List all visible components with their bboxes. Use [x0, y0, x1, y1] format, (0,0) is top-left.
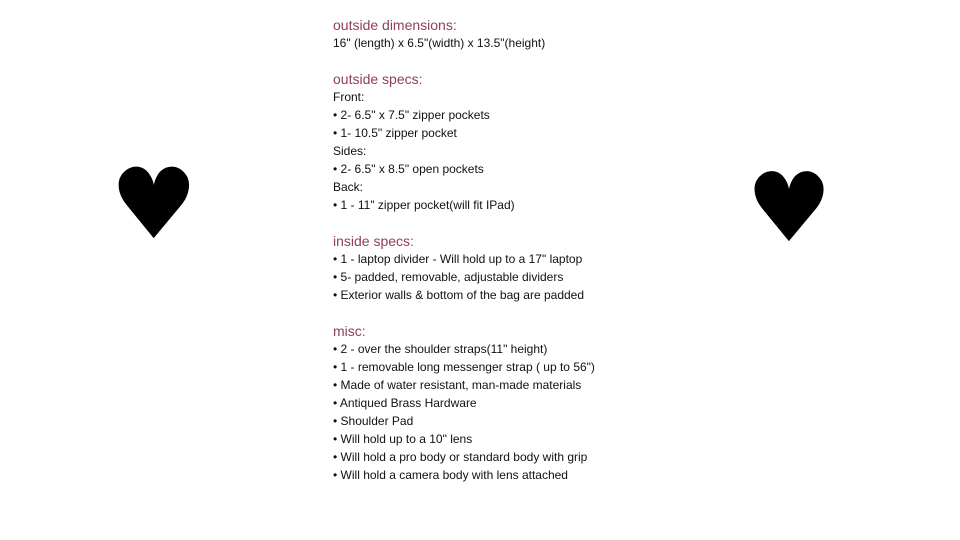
- misc-item: • Will hold up to a 10" lens: [333, 432, 473, 446]
- misc-heading: misc:: [333, 323, 366, 339]
- outside-specs-heading: outside specs:: [333, 71, 423, 87]
- outside-spec-item: • 2- 6.5" x 8.5" open pockets: [333, 162, 484, 176]
- inside-spec-item: • 5- padded, removable, adjustable dividers: [333, 270, 564, 284]
- outside-spec-item: • 1 - 11" zipper pocket(will fit IPad): [333, 198, 515, 212]
- outside-spec-back-label: Back:: [333, 180, 364, 194]
- inside-specs-heading: inside specs:: [333, 233, 414, 249]
- misc-item: • Will hold a pro body or standard body with grip: [333, 450, 588, 464]
- outside-specs-section: [333, 70, 753, 214]
- misc-item: • 2 - over the shoulder straps(11" height): [333, 342, 548, 356]
- inside-spec-item: • 1 - laptop divider - Will hold up to a 17" laptop: [333, 252, 583, 266]
- misc-section: [333, 322, 753, 484]
- outside-spec-item: • 2- 6.5" x 7.5" zipper pockets: [333, 108, 490, 122]
- misc-item: • 1 - removable long messenger strap ( up to 56"): [333, 360, 595, 374]
- inside-specs-section: [333, 232, 753, 304]
- outside-spec-sides-label: Sides:: [333, 144, 367, 158]
- left-heart-icon: ♥: [110, 148, 198, 262]
- misc-item: • Will hold a camera body with lens attached: [333, 468, 568, 482]
- misc-item: • Made of water resistant, man-made materials: [333, 378, 582, 392]
- dimensions-heading: outside dimensions:: [333, 17, 457, 33]
- misc-item: • Antiqued Brass Hardware: [333, 396, 477, 410]
- misc-item: • Shoulder Pad: [333, 414, 414, 428]
- outside-spec-item: • 1- 10.5" zipper pocket: [333, 126, 457, 140]
- dimensions-line: 16" (length) x 6.5"(width) x 13.5"(height): [333, 36, 546, 50]
- dimensions-section: [333, 16, 753, 52]
- product-specs: [333, 16, 753, 502]
- outside-spec-front-label: Front:: [333, 90, 365, 104]
- right-heart-icon: ♥: [746, 152, 833, 264]
- inside-spec-item: • Exterior walls & bottom of the bag are padded: [333, 288, 585, 302]
